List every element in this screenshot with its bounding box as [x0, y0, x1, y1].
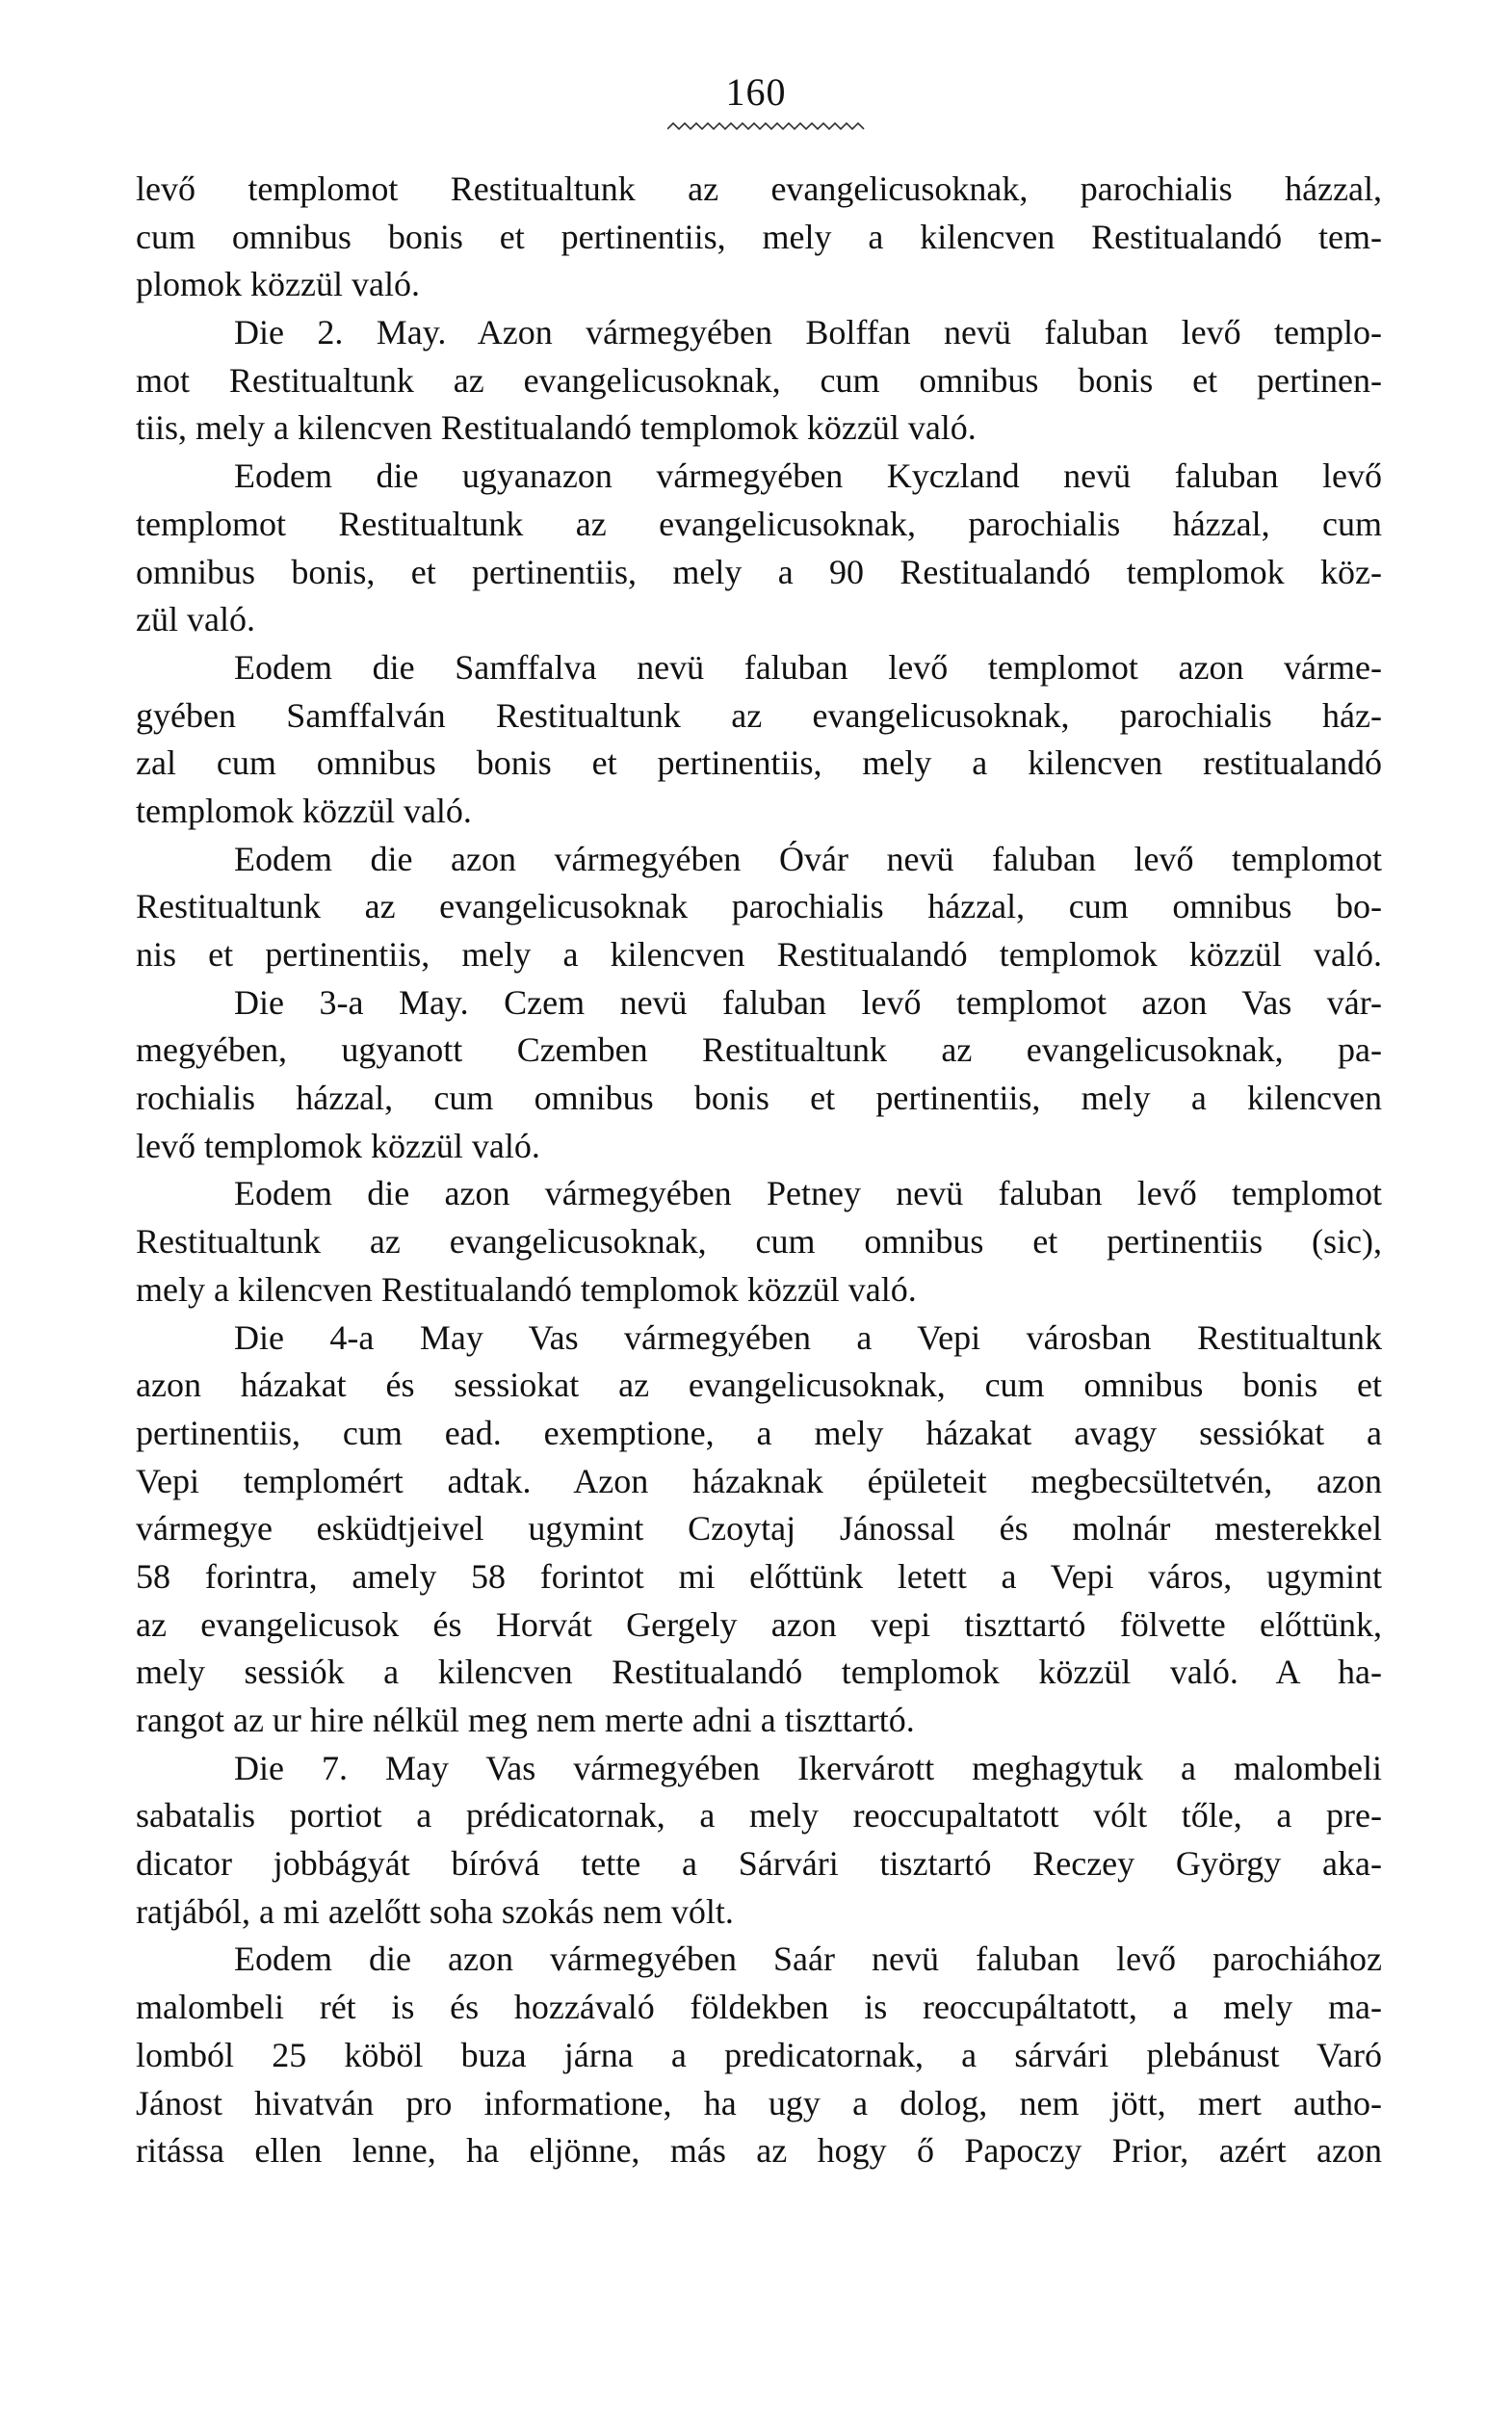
text-line: azon házakat és sessiokat az evangelicusoknak, cum omnibus bonis et: [136, 1366, 1382, 1405]
text-line: sabatalis portiot a prédicatornak, a mely reoccupaltatott vólt tőle, a pre-: [136, 1796, 1382, 1835]
text-line: ratjából, a mi azelőtt soha szokás nem vólt.: [136, 1891, 734, 1931]
text-line: zül való.: [136, 600, 255, 639]
text-line: Eodem die ugyanazon vármegyében Kyczland nevü faluban levő: [234, 456, 1382, 496]
text-line: Die 2. May. Azon vármegyében Bolffan nevü faluban levő templo-: [234, 313, 1382, 352]
body-text: [136, 166, 1382, 2175]
text-line: Eodem die azon vármegyében Óvár nevü faluban levő templomot: [234, 839, 1382, 878]
text-line: mely sessiók a kilencven Restitualandó templomok közzül való. A ha-: [136, 1653, 1382, 1692]
text-line: vármegye esküdtjeivel ugymint Czoytaj Jánossal és molnár mesterekkel: [136, 1509, 1382, 1549]
text-line: levő templomot Restitualtunk az evangelicusoknak, parochialis házzal,: [136, 169, 1382, 208]
paragraph: [136, 836, 1382, 979]
text-line: rangot az ur hire nélkül meg nem merte adni a tiszttartó.: [136, 1701, 915, 1739]
text-line: Vepi templomért adtak. Azon házaknak épületeit megbecsültetvén, azon: [136, 1461, 1382, 1500]
text-line: templomok közzül való.: [136, 791, 472, 830]
text-line: dicator jobbágyát bíróvá tette a Sárvári tisztartó Reczey György aka-: [136, 1844, 1382, 1884]
text-line: cum omnibus bonis et pertinentiis, mely a kilencven Restitualandó tem-: [136, 217, 1382, 256]
paragraph: [136, 1745, 1382, 1937]
text-line: mely a kilencven Restitualandó templomok közzül való.: [136, 1269, 917, 1309]
text-line: Die 7. May Vas vármegyében Ikervárott meghagytuk a malombeli: [234, 1748, 1382, 1787]
text-line: gyében Samffalván Restitualtunk az evangelicusoknak, parochialis ház-: [136, 695, 1382, 735]
text-line: Eodem die Samffalva nevü faluban levő templomot azon várme-: [234, 647, 1382, 687]
text-line: rochialis házzal, cum omnibus bonis et pertinentiis, mely a kilencven: [136, 1079, 1382, 1118]
text-line: nis et pertinentiis, mely a kilencven Restitualandó templomok közzül való.: [136, 935, 1382, 974]
paragraph: [136, 1315, 1382, 1745]
paragraph: [136, 644, 1382, 836]
text-line: levő templomok közzül való.: [136, 1126, 540, 1165]
text-line: Die 3-a May. Czem nevü faluban levő templomot azon Vas vár-: [234, 982, 1382, 1022]
text-line: zal cum omnibus bonis et pertinentiis, mely a kilencven restitualandó: [136, 743, 1382, 783]
wavy-ornament: [667, 119, 870, 133]
text-line: plomok közzül való.: [136, 265, 420, 304]
text-line: Die 4-a May Vas vármegyében a Vepi városban Restitualtunk: [234, 1317, 1382, 1357]
text-line: templomot Restitualtunk az evangelicusoknak, parochialis házzal, cum: [136, 504, 1382, 543]
text-line: megyében, ugyanott Czemben Restitualtunk az evangelicusoknak, pa-: [136, 1030, 1382, 1070]
text-line: Restitualtunk az evangelicusoknak parochialis házzal, cum omnibus bo-: [136, 887, 1382, 926]
text-line: malombeli rét is és hozzávaló földekben is reoccupáltatott, a mely ma-: [136, 1988, 1382, 2027]
paragraph: [136, 1170, 1382, 1314]
paragraph: [136, 166, 1382, 309]
text-line: az evangelicusok és Horvát Gergely azon vepi tiszttartó fölvette előttünk,: [136, 1604, 1382, 1644]
paragraph: [136, 309, 1382, 453]
paragraph: [136, 453, 1382, 644]
text-line: 58 forintra, amely 58 forintot mi előttünk letett a Vepi város, ugymint: [136, 1556, 1382, 1596]
text-line: pertinentiis, cum ead. exemptione, a mely házakat avagy sessiókat a: [136, 1413, 1382, 1452]
text-line: omnibus bonis, et pertinentiis, mely a 90 Restitualandó templomok köz-: [136, 552, 1382, 591]
paragraph: [136, 1936, 1382, 2174]
paragraph: [136, 979, 1382, 1171]
text-line: lomból 25 köböl buza járna a predicatornak, a sárvári plebánust Varó: [136, 2035, 1382, 2074]
text-line: mot Restitualtunk az evangelicusoknak, cum omnibus bonis et pertinen-: [136, 360, 1382, 400]
text-line: Eodem die azon vármegyében Petney nevü faluban levő templomot: [234, 1174, 1382, 1213]
text-line: tiis, mely a kilencven Restitualandó templomok közzül való.: [136, 408, 977, 448]
text-line: Restitualtunk az evangelicusoknak, cum omnibus et pertinentiis (sic),: [136, 1222, 1382, 1262]
page-number: 160: [725, 70, 787, 114]
text-line: ritássa ellen lenne, ha eljönne, más az hogy ő Papoczy Prior, azért azon: [136, 2131, 1382, 2171]
text-line: Jánost hivatván pro informatione, ha ugy a dolog, nem jött, mert autho-: [136, 2083, 1382, 2122]
text-line: Eodem die azon vármegyében Saár nevü faluban levő parochiához: [234, 1939, 1382, 1979]
